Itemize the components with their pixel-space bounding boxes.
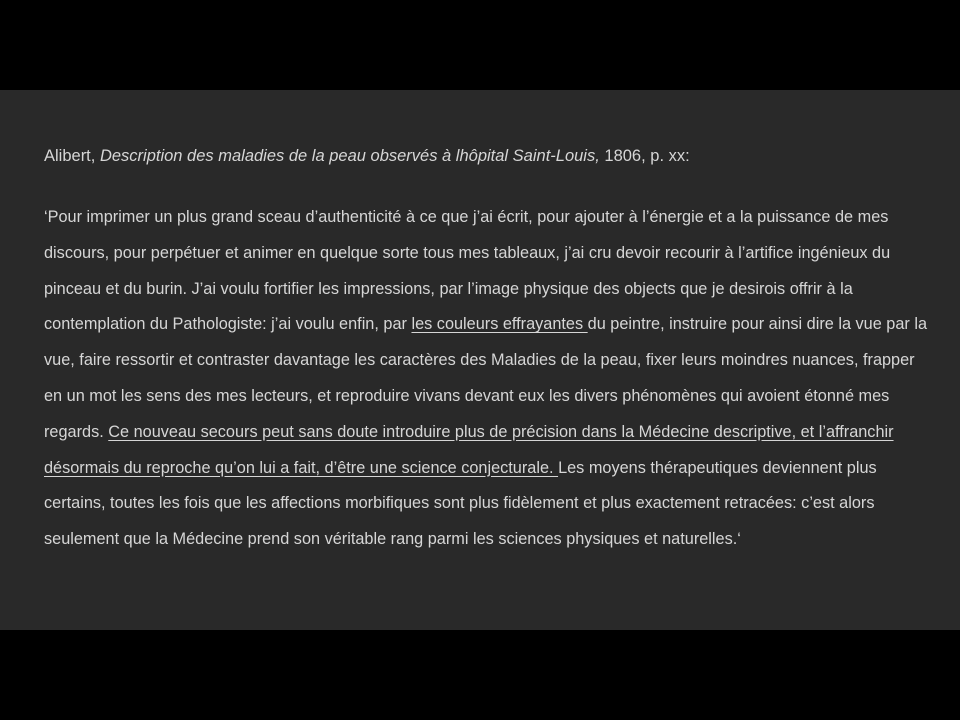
- quote-paragraph: [44, 200, 936, 558]
- quote-underlined-phrase-2: Ce nouveau secours peut sans doute introduire plus de précision dans la Médecine descriptive, et l’affranchir désormais du reproche qu’on lui a fait, d’être une science conjecturale.: [44, 422, 894, 477]
- slide: [0, 90, 960, 630]
- citation-author: Alibert,: [44, 147, 100, 165]
- citation-line: [44, 146, 924, 166]
- citation-title: Description des maladies de la peau observés à lhôpital Saint-Louis,: [99, 147, 600, 165]
- citation-details: 1806, p. xx:: [599, 147, 690, 165]
- quote-text-part3: Les moyens thérapeutiques deviennent plus certains, toutes les fois que les affections morbifiques sont plus fidèlement et plus exactement retracées: c’est alors seulement que la Médecine prend son véritable rang parmi les sciences physiques et naturelles.‘: [44, 458, 877, 549]
- quote-text-part1: ‘Pour imprimer un plus grand sceau d’authenticité à ce que j’ai écrit, pour ajouter à l’énergie et a la puissance de mes discours, pour perpétuer et animer en quelque sorte tous mes tableaux, j’ai cru devoir recourir à l’artifice ingénieux du pinceau et du burin. J’ai voulu fortifier les impressions, par l’image physique des objects que je desirois offrir à la contemplation du Pathologiste: j’ai voulu enfin, par: [44, 208, 891, 334]
- quote-text-part2: du peintre, instruire pour ainsi dire la vue par la vue, faire ressortir et contraster davantage les caractères des Maladies de la peau, fixer leurs moindres nuances, frapper en un mot les sens des mes lecteurs, et reproduire vivans devant eux les divers phénomènes qui avoient étonné mes regards.: [44, 315, 928, 441]
- quote-underlined-phrase-1: les couleurs effrayantes: [411, 315, 588, 334]
